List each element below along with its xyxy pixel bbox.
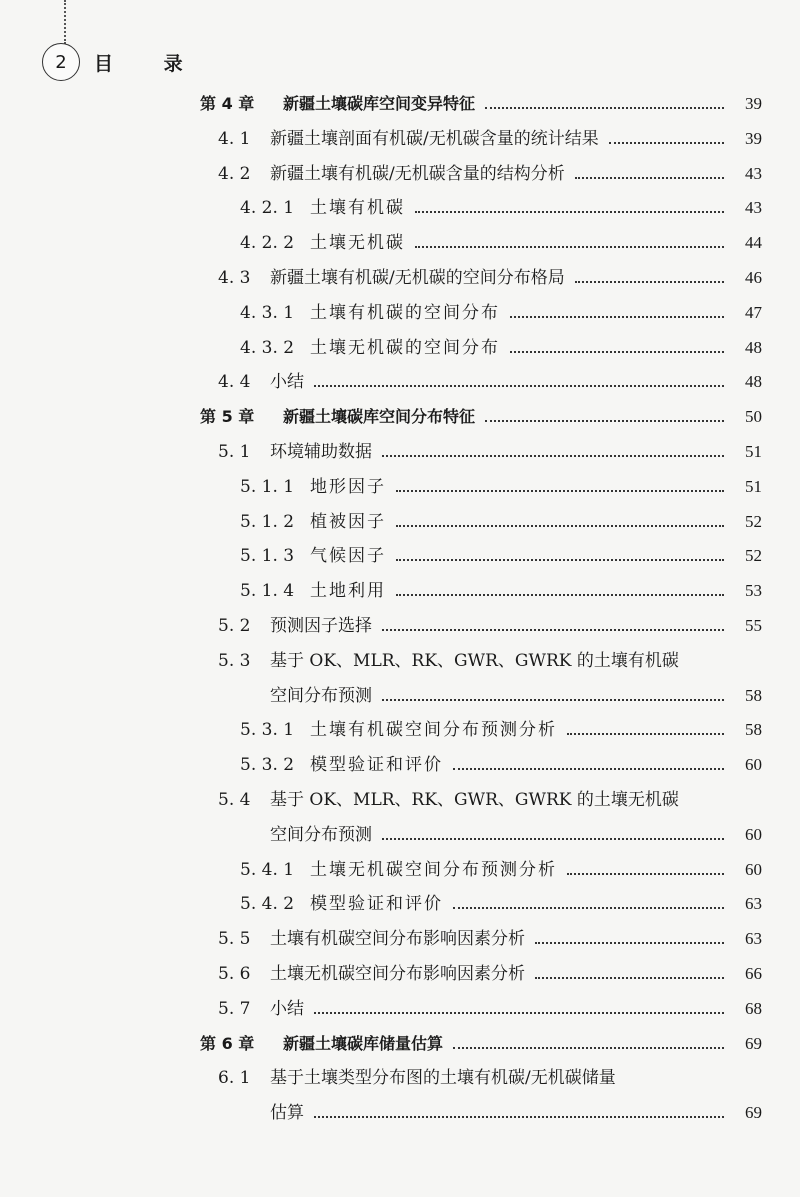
toc-entry-page: 53 [745,581,762,601]
dot-leader [567,733,724,735]
dot-leader [314,1012,724,1014]
toc-entry-number: 5. 1. 1 [240,476,295,497]
toc-entry-page: 39 [745,94,762,113]
toc-entry-number: 第 5 章 [200,407,255,427]
toc-entry-title: 土壤无机碳 [310,233,405,254]
toc-entry-number: 第 4 章 [200,94,255,113]
toc-entry-title: 新疆土壤有机碳/无机碳含量的结构分析 [270,163,565,184]
toc-chapter-entry[interactable] [200,92,762,116]
toc-entry-number: 4. 3. 1 [240,302,295,323]
dot-leader [535,977,724,979]
toc-section-entry[interactable] [218,266,762,290]
dot-leader [382,629,724,631]
toc-section-entry[interactable] [240,336,762,360]
toc-section-entry[interactable] [240,892,762,916]
toc-entry-page: 66 [745,964,762,983]
toc-entry-page: 48 [745,372,762,392]
toc-entry-number: 4. 3. 2 [240,337,295,358]
toc-entry-number: 5. 4. 2 [240,894,295,915]
toc-entry-page: 60 [745,859,762,879]
toc-entry-number: 6. 1 [218,1068,251,1089]
dot-leader [485,107,724,109]
dot-leader [382,838,724,840]
toc-entry-title: 新疆土壤剖面有机碳/无机碳含量的统计结果 [270,128,599,149]
toc-entry-number: 5. 1. 3 [240,546,295,567]
toc-entry-title: 环境辅助数据 [270,442,372,462]
toc-section-entry[interactable] [218,962,762,986]
dot-leader [396,490,724,492]
toc-section-entry[interactable] [240,718,762,742]
toc-entry-page: 52 [745,511,762,531]
toc-entry-title: 土壤有机碳的空间分布 [310,302,500,323]
toc-entry-page: 51 [745,442,762,461]
toc-entry-page: 43 [745,163,762,183]
toc-chapter-entry[interactable] [200,1032,762,1056]
toc-entry-title: 土地利用 [310,581,386,602]
toc-entry-title: 基于 OK、MLR、RK、GWR、GWRK 的土壤无机碳 [270,790,679,810]
toc-entry-page: 60 [745,755,762,775]
toc-section-entry[interactable] [218,649,762,673]
toc-entry-title-continuation: 估算 [270,1103,304,1124]
toc-entry-number: 4. 3 [218,268,251,288]
toc-entry-title: 新疆土壤碳库空间分布特征 [283,407,476,427]
toc-entry-page: 63 [745,929,762,949]
toc-entry-number: 5. 3. 2 [240,755,295,776]
toc-entry-number: 5. 1. 4 [240,581,295,602]
toc-section-entry[interactable] [240,753,762,777]
toc-entry-title-continuation: 空间分布预测 [270,824,372,845]
dot-leader [396,559,724,561]
toc-entry-number: 5. 1. 2 [240,511,295,532]
dot-leader [535,942,724,944]
toc-entry-page: 44 [745,233,762,253]
toc-section-entry[interactable] [218,162,762,186]
toc-section-entry[interactable] [218,997,762,1021]
toc-entry-title: 基于土壤类型分布图的土壤有机碳/无机碳储量 [270,1068,616,1089]
toc-entry-title: 地形因子 [310,476,386,497]
toc-entry-page: 52 [745,546,762,566]
toc-section-entry[interactable] [240,510,762,534]
toc-section-entry[interactable] [218,127,762,151]
dot-leader [415,246,724,248]
dot-leader [510,316,724,318]
dot-leader [415,211,724,213]
toc-entry-number: 5. 4 [218,790,251,810]
page-number-badge: 2 [42,43,80,81]
toc-entry-number: 5. 5 [218,929,251,950]
toc-entry-number: 4. 4 [218,372,251,393]
toc-entry-title: 模型验证和评价 [310,894,443,915]
dot-leader [609,142,724,144]
toc-section-entry[interactable] [240,544,762,568]
toc-entry-number: 4. 2. 1 [240,198,295,219]
dot-leader [453,768,724,770]
toc-entry-page: 55 [745,616,762,635]
toc-entry-title: 气候因子 [310,546,386,567]
toc-section-entry[interactable] [240,231,762,255]
toc-entry-number: 5. 4. 1 [240,859,295,880]
toc-entry-page: 58 [745,720,762,740]
toc-section-entry[interactable] [218,788,762,812]
toc-entry-title: 基于 OK、MLR、RK、GWR、GWRK 的土壤有机碳 [270,650,679,671]
dot-leader [510,351,724,353]
toc-entry-page: 39 [745,128,762,148]
toc-entry-title: 新疆土壤碳库空间变异特征 [283,94,476,113]
toc-entry-title: 模型验证和评价 [310,755,443,776]
toc-entry-number: 5. 1 [218,442,251,462]
dot-leader [567,873,724,875]
dot-leader [485,420,724,422]
toc-section-entry[interactable] [240,301,762,325]
toc-entry-title: 新疆土壤有机碳/无机碳的空间分布格局 [270,268,565,288]
toc-entry-number: 第 6 章 [200,1033,255,1053]
toc-entry-page: 69 [745,1033,762,1053]
dot-leader [453,907,724,909]
toc-entry-page: 58 [745,685,762,705]
toc-entry-title-continuation: 空间分布预测 [270,685,372,706]
toc-section-entry[interactable] [240,475,762,499]
toc-section-entry[interactable] [240,196,762,220]
page-header-title: 目 录 [94,52,205,75]
toc-entry-number: 5. 6 [218,964,251,984]
toc-section-entry[interactable] [218,1066,762,1090]
dot-leader [575,281,724,283]
dot-leader [396,594,724,596]
toc-entry-page: 47 [745,302,762,322]
dot-leader [314,1116,724,1118]
toc-entry-title: 土壤无机碳空间分布预测分析 [310,859,557,880]
page-edge-dotted-line [64,0,66,44]
toc-entry-title: 土壤有机碳 [310,198,405,219]
toc-entry-page: 60 [745,824,762,844]
toc-entry-continuation[interactable] [270,823,762,847]
toc-entry-page: 68 [745,998,762,1018]
toc-entry-number: 4. 2 [218,163,251,184]
toc-entry-continuation[interactable] [270,1101,762,1125]
toc-chapter-entry[interactable] [200,405,762,429]
toc-entry-title: 小结 [270,998,304,1019]
toc-entry-number: 4. 1 [218,128,251,149]
toc-entry-title: 预测因子选择 [270,616,372,636]
toc-entry-number: 5. 3. 1 [240,720,295,741]
toc-entry-title: 植被因子 [310,511,386,532]
toc-entry-number: 5. 3 [218,650,251,671]
toc-entry-continuation[interactable] [270,684,762,708]
toc-entry-title: 土壤无机碳空间分布影响因素分析 [270,964,525,984]
toc-entry-title: 土壤无机碳的空间分布 [310,337,500,358]
toc-entry-page: 48 [745,337,762,357]
toc-entry-page: 69 [745,1103,762,1123]
toc-section-entry[interactable] [240,858,762,882]
toc-section-entry[interactable] [240,579,762,603]
toc-entry-title: 土壤有机碳空间分布影响因素分析 [270,929,525,950]
dot-leader [382,699,724,701]
toc-entry-title: 土壤有机碳空间分布预测分析 [310,720,557,741]
toc-entry-number: 5. 2 [218,616,251,636]
toc-entry-number: 4. 2. 2 [240,233,295,254]
dot-leader [314,385,724,387]
toc-entry-page: 43 [745,198,762,218]
toc-section-entry[interactable] [218,440,762,464]
toc-entry-title: 新疆土壤碳库储量估算 [283,1033,444,1053]
toc-entry-page: 46 [745,268,762,287]
toc-entry-title: 小结 [270,372,304,393]
toc-entry-page: 63 [745,894,762,914]
toc-section-entry[interactable] [218,614,762,638]
dot-leader [453,1047,724,1049]
dot-leader [575,177,724,179]
toc-entry-page: 51 [745,476,762,496]
dot-leader [396,525,724,527]
dot-leader [382,455,724,457]
page-header [42,42,205,82]
toc-section-entry[interactable] [218,927,762,951]
toc-section-entry[interactable] [218,370,762,394]
toc-entry-number: 5. 7 [218,998,251,1019]
toc-entry-page: 50 [745,407,762,427]
